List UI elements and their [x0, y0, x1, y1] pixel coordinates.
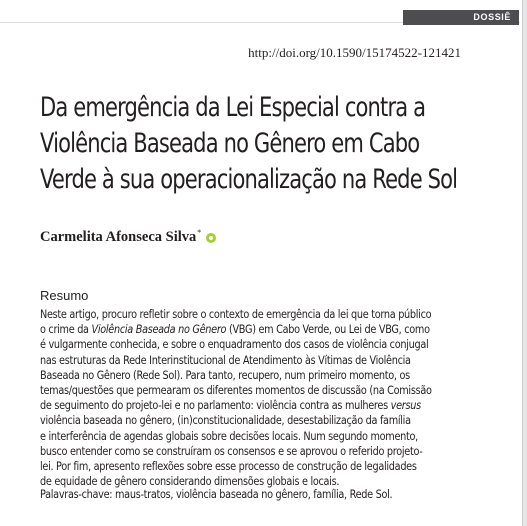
abstract-line	[40, 307, 510, 322]
abstract-text: de seguimento do projeto-lei e no parlamento: violência contra as mulheres	[40, 399, 391, 413]
abstract-text: o crime da	[40, 323, 92, 337]
abstract-line	[40, 337, 510, 352]
abstract-line	[40, 353, 510, 368]
title-line: Verde à sua operacionalização na Rede Sol	[40, 164, 458, 195]
abstract-line	[40, 444, 510, 459]
abstract-italic-text: versus	[390, 399, 421, 413]
abstract-text: (VBG) em Cabo Verde, ou Lei de VBG, como	[226, 323, 430, 337]
page-edge	[522, 0, 527, 526]
title-line: Da emergência da Lei Especial contra a	[40, 92, 426, 123]
abstract-line	[40, 398, 510, 413]
article-title	[40, 90, 477, 198]
abstract-line	[40, 429, 510, 444]
abstract-heading: Resumo	[40, 288, 89, 303]
abstract-text: violência baseada no gênero, (in)constitucionalidade, desestabilização da família	[40, 414, 411, 428]
abstract-line	[40, 383, 510, 398]
author-name: Carmelita Afonseca Silva	[40, 229, 197, 245]
keywords: Palavras-chave: maus-tratos, violência baseada no gênero, família, Rede Sol.	[40, 488, 393, 501]
abstract-line	[40, 459, 510, 474]
abstract-italic-text: Violência Baseada no Gênero	[91, 323, 227, 337]
abstract-text: Baseada no Gênero (Rede Sol). Para tanto, recupero, num primeiro momento, os	[40, 368, 410, 382]
orcid-icon[interactable]	[206, 233, 216, 243]
abstract-text: e interferência de agendas globais sobre decisões locais. Num segundo momento,	[40, 429, 418, 443]
abstract-text: temas/questões que permearam os diferentes momentos de discussão (na Comissão	[40, 383, 432, 397]
abstract-text: nas estruturas da Rede Interinstitucional de Atendimento às Vítimas de Violência	[40, 353, 411, 367]
abstract-line	[40, 474, 510, 489]
abstract-text: lei. Por fim, apresento reflexões sobre esse processo de construção de legalidades	[40, 459, 417, 473]
abstract-line	[40, 322, 510, 337]
doi-link[interactable]: http://doi.org/10.1590/15174522-121421	[248, 45, 461, 60]
title-line: Violência Baseada no Gênero em Cabo	[40, 128, 420, 159]
abstract-text: de equidade de gênero considerando dimensões globais e locais.	[40, 475, 340, 489]
abstract-line	[40, 368, 510, 383]
abstract-line	[40, 413, 510, 428]
abstract-body	[40, 307, 510, 489]
abstract-text: busco entender como se construíram os consensos e se aprovou o referido projeto-	[40, 444, 423, 458]
author-footnote-mark[interactable]: *	[197, 228, 202, 237]
abstract-text: é vulgarmente conhecida, e sobre o enquadramento dos casos de violência conjugal	[40, 338, 429, 352]
abstract-text: Neste artigo, procuro refletir sobre o contexto de emergência da lei que torna público	[40, 308, 432, 321]
section-label: DOSSIÊ	[403, 10, 519, 25]
author-row	[40, 229, 216, 246]
